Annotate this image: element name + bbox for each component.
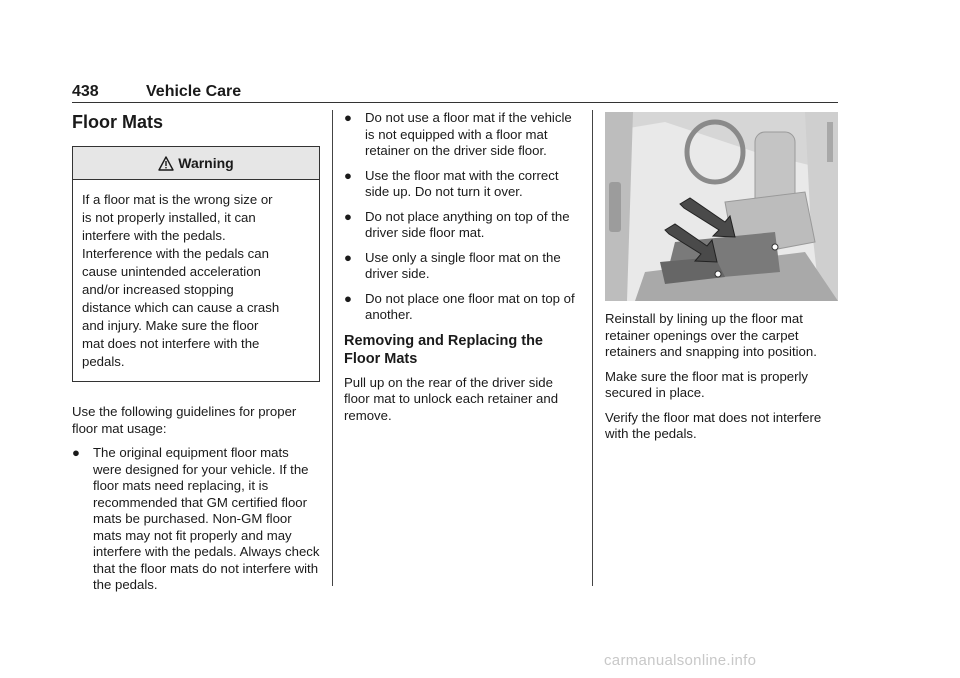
column-divider: [332, 110, 333, 586]
warning-text: [73, 180, 319, 381]
secure-paragraph: Make sure the floor mat is properly secured in place.: [605, 368, 809, 400]
guideline-list: [344, 110, 578, 324]
column-left: [72, 110, 320, 602]
list-item: ● Use the floor mat with the correct side up. Do not turn it over.: [344, 167, 559, 199]
removal-paragraph: Pull up on the rear of the driver side floor mat to unlock each retainer and remove.: [344, 374, 559, 423]
warning-line: interfere with the pedals.: [82, 228, 226, 243]
guideline-list: [72, 445, 320, 594]
section-title: Vehicle Care: [146, 83, 242, 100]
warning-line: and/or increased stopping: [82, 282, 234, 297]
warning-line: Interference with the pedals can: [82, 246, 269, 261]
warning-line: and injury. Make sure the floor: [82, 318, 259, 333]
page-number: 438: [72, 83, 99, 100]
warning-header: [73, 147, 319, 180]
list-item: ● Use only a single floor mat on the driver side.: [344, 249, 561, 281]
watermark: carmanualsonline.info: [604, 652, 757, 669]
list-item: ● The original equipment floor mats were designed for your vehicle. If the floor mats need replacing, it is recommended that GM certified floor mats be purchased. Non-GM floor mats may not fit properly and may interfere with the pedals. Always check that the floor mats do not interfere with the pedals.: [72, 445, 320, 592]
column-divider: [592, 110, 593, 586]
warning-icon: [158, 156, 174, 171]
warning-line: distance which can cause a crash: [82, 300, 280, 315]
warning-line: is not properly installed, it can: [82, 210, 256, 225]
warning-title: Warning: [178, 155, 234, 171]
warning-line: pedals.: [82, 354, 125, 369]
list-item: ● Do not place one floor mat on top of another.: [344, 290, 575, 322]
column-middle: [344, 110, 578, 432]
warning-line: cause unintended acceleration: [82, 264, 261, 279]
verify-paragraph: Verify the floor mat does not interfere with the pedals.: [605, 409, 822, 441]
floor-mat-illustration: [605, 112, 838, 301]
reinstall-paragraph: Reinstall by lining up the floor mat retainer openings over the carpet retainers and snapping into position.: [605, 311, 817, 359]
warning-line: mat does not interfere with the: [82, 336, 260, 351]
list-item: ● Do not use a floor mat if the vehicle is not equipped with a floor mat retainer on the driver side floor.: [344, 110, 572, 158]
header-rule: [72, 102, 838, 103]
intro-paragraph: Use the following guidelines for proper floor mat usage:: [72, 404, 297, 436]
page-heading: Floor Mats: [72, 112, 164, 132]
list-item: ● Do not place anything on top of the driver side floor mat.: [344, 208, 570, 240]
column-right: [605, 110, 838, 451]
subheading: Removing and Replacing the Floor Mats: [344, 332, 543, 367]
warning-line: If a floor mat is the wrong size or: [82, 192, 273, 207]
warning-box: [72, 146, 320, 382]
